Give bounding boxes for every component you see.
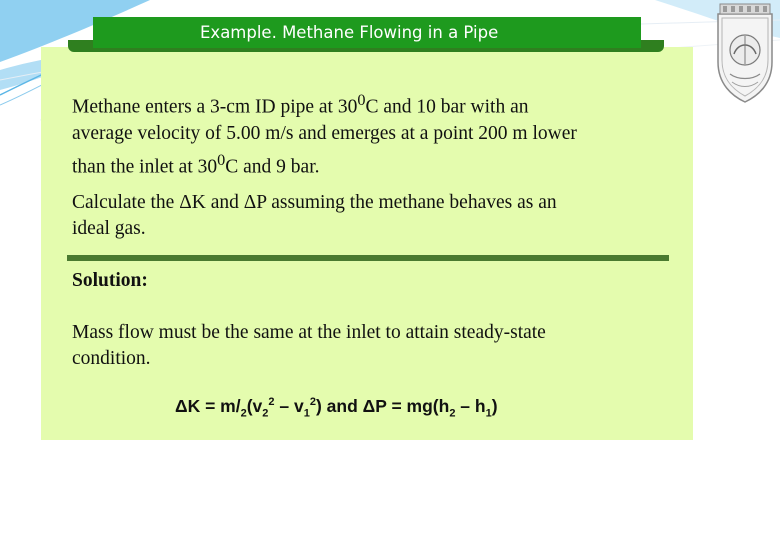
solution-paragraph: Mass flow must be the same at the inlet to attain steady-state condition. [72, 322, 546, 369]
problem-paragraph-1: Methane enters a 3-cm ID pipe at $30^0C$ and 10 bar with an average velocity of 5.00 m/s and emerges at a point 200 m lower than the inlet at $30^0C$ and 9 bar. [72, 91, 577, 177]
energy-pressure-formula: $\Delta K = m/_2(v_2^2 - v_1^2)$ and $\Delta P = mg(h_2 - h_1)$ [175, 396, 498, 420]
slide-title: Example. Methane Flowing in a Pipe [93, 17, 641, 48]
university-logo [712, 2, 778, 104]
solution-heading: Solution: [72, 270, 148, 291]
problem-paragraph-2: Calculate the ΔK and ΔP assuming the methane behaves as an ideal gas. [72, 192, 557, 239]
section-divider [67, 255, 669, 261]
